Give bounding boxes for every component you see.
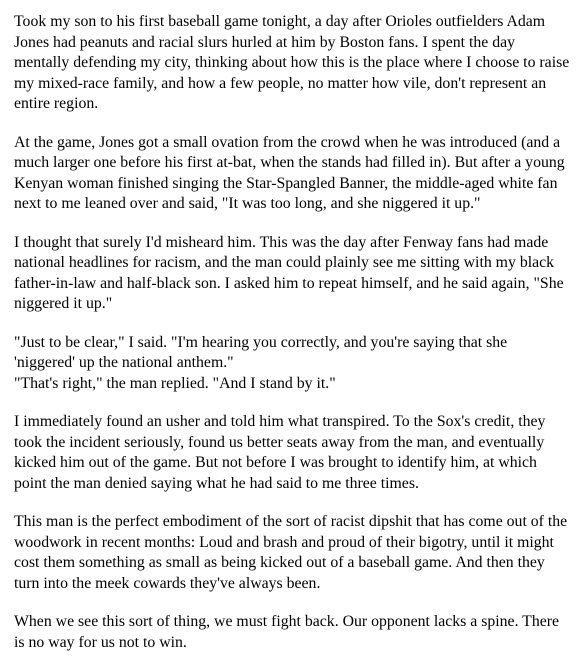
document-body[interactable] — [14, 12, 570, 671]
paragraph-1: Took my son to his first baseball game tonight, a day after Orioles outfielders Adam Jones had peanuts and racial slurs hurled at him by Boston fans. I spent the day mentally defending my city, thinking about how this is the place where I choose to raise my mixed-race family, and how a few people, no matter how vile, don't represent an entire region. — [14, 13, 570, 112]
paragraph-6: I immediately found an usher and told him what transpired. To the Sox's credit, they took the incident seriously, found us better seats away from the man, and eventually kicked him out of the game. But not before I was brought to identify him, at which point the man denied saying what he had said to me three times. — [14, 413, 546, 492]
paragraph-4: "Just to be clear," I said. "I'm hearing you correctly, and you're saying that she 'niggered' up the national anthem." — [14, 333, 508, 371]
paragraph-7: This man is the perfect embodiment of the sort of racist dipshit that has come out of the woodwork in recent months: Loud and brash and proud of their bigotry, until it might cost them something as small as being kicked out of a baseball game. And then they turn into the meek cowards they've always been. — [14, 513, 568, 592]
paragraph-8: When we see this sort of thing, we must fight back. Our opponent lacks a spine. There is no way for us not to win. — [14, 613, 560, 651]
paragraph-3: I thought that surely I'd misheard him. This was the day after Fenway fans had made national headlines for racism, and the man could plainly see me sitting with my black father-in-law and half-black son. I asked him to repeat himself, and he said again, "She niggered it up." — [14, 233, 564, 312]
paragraph-2: At the game, Jones got a small ovation from the crowd when he was introduced (and a much larger one before his first at-bat, when the stands had filled in). But after a young Kenyan woman finished singing the Star-Spangled Banner, the middle-aged white fan next to me leaned over and said, "It was too long, and she niggered it up." — [14, 133, 565, 212]
paragraph-5: "That's right," the man replied. "And I stand by it." — [14, 374, 336, 392]
